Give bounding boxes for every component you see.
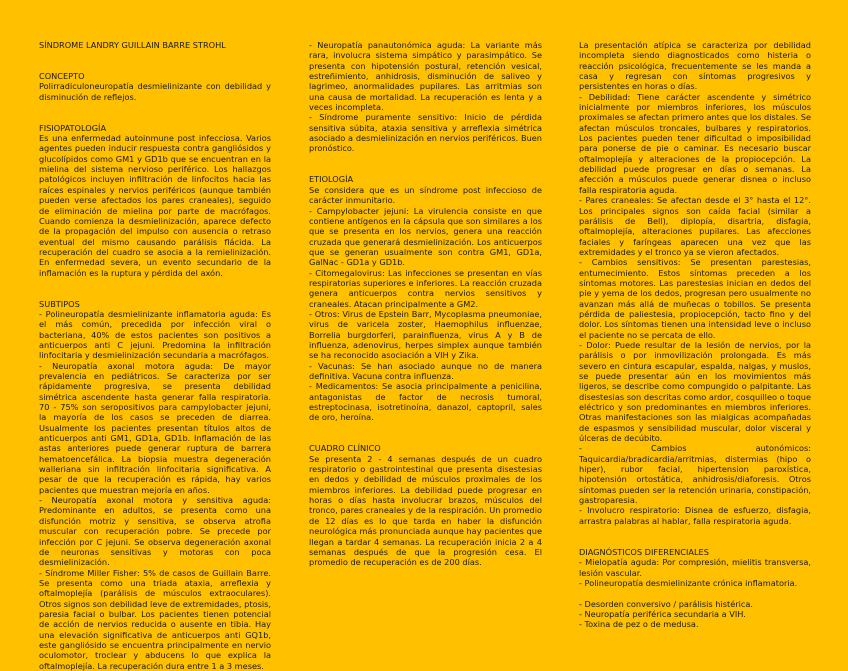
fisiopatologia-text: Es una enfermedad autoinmune post infecciosa. Varios agentes pueden inducir respuesta contra gangliósidos y glucolípidos como GM1 y GD1b que se encuentran en la mielina del sistema nervioso periférico. Los hallazgos patológicos incluyen infiltración de linfocitos hacia las raíces espinales y nervios periféricos (aunque también pueden verse afectados los pares craneales), seguido de eliminación de mielina por parte de macrófagos. Cuando comienza la desmielinización, aparece defecto de la propagación del impulso con ausencia o retraso eventual del mismo causando parálisis flácida. La recuperación del cuadro se asocia a la remielinización. En enfermedad severa, un evento secundario de la inflamación es la ruptura y pérdida del axón. [39,133,271,278]
concepto-text: Polirradiculoneuropatía desmielinizante con debilidad y disminución de reflejos. [39,81,271,102]
subtipo-item: - Neuropatía axonal motora y sensitiva aguda: Predominante en adultos, se presenta como una disfunción motriz y sensitiva, se observa atrofia muscular con recuperación pobre. Se precede por infección por C jejuni. Se observa degeneración axonal de neuronas sensitivas y motoras con poca desmielinización. [39,495,271,568]
etiologia-intro: Se considera que es un síndrome post infeccioso de carácter inmunitario. [309,184,542,206]
fisiopatologia-heading: FISIOPATOLOGÍA [39,122,107,133]
etiologia-heading: ETIOLOGÍA [309,174,354,185]
clinical-item: - Cambios sensitivos: Se presentan parestesias, entumecimiento. Estos síntomas preceden a los síntomas motores. Las parestesias inician en dedos del pie y yema de los dedos, progresan pero usualmente no avanzan más allá de muñecas o tobillos. Se presenta pérdida de paliestesia, propiocepción, tacto fino y del dolor. Los síntomas tienen una intensidad leve o incluso el paciente no se percata de ello. [579,257,811,340]
etiologia-item: - Vacunas: Se han asociado aunque no de manera definitiva. Vacuna contra influenza. [309,360,542,381]
clinical-item: - Cambios autonómicos: Taquicardia/bradicardia/arritmias, distermias (hipo o hiper), rubor facial, hipertension paroxística, hipotensión ortostática, anhidrosis/diaforesis. Otros síntomas pueden ser la retención urinaria, constipación, gastroparesia. [579,443,811,506]
column-1 [39,40,271,671]
diagnostico-item: - Desorden conversivo / parálisis histérica. [579,598,754,609]
column-3 [579,40,811,630]
diagnostico-item: - Neuropatía periférica secundaria a VIH. [579,608,746,619]
subtipo-item: - Polineuropatía desmielinizante inflamatoria aguda: Es el más común, precedida por infección viral o bacteriana, 40% de estos pacientes son positivos a anticuerpos anti C jejuni. Predomina la infiltración linfocitaria y desmielinización secundaria a macrófagos. [39,308,271,361]
diagnostico-item: - Mielopatía aguda: Por compresión, mielitis transversa, lesión vascular. [579,557,811,578]
diagnostico-item: - Toxina de pez o de medusa. [579,619,699,630]
etiologia-item: - Medicamentos: Se asocia principalmente a penicilina, antagonistas de factor de necrosis tumoral, estreptocinasa, isotretinoína, danazol, captopril, sales de oro, heroína. [309,381,542,423]
clinical-item: - Dolor: Puede resultar de la lesión de nervios, por la parálisis o por inmovilización prolongada. Es más severo en cintura escapular, espalda, nalgas, y muslos, se puede presentar aún en los movimientos más ligeros, se describe como compungido o palpitante. Las disestesias son descritas como ardor, cosquilleo o toque eléctrico y son predominantes en miembros inferiores. Otras manifestaciones son las mialgicas acompañadas de espasmos y sensibilidad muscular, dolor visceral y úlceras de decúbito. [579,339,811,444]
subtipos-heading: SUBTIPOS [39,298,80,309]
clinical-item: - Pares craneales: Se afectan desde el 3° hasta el 12°. Los principales signos son caída facial (similar a parálisis de Bell), diplopía, disartria, disfagia, oftalmoplejía, alteraciones pupilares. Las afecciones faciales y faríngeas aparecen una vez que las extremidades y el tronco ya se vieron afectados. [579,195,811,257]
presentacion-atipica: La presentación atípica se caracteriza por debilidad incompleta siendo diagnosticados como histeria o reacción psicológica, frecuentemente se les manda a casa y regresan con síntomas progresivos y persistentes en horas o días. [579,40,811,92]
diagnostico-item: - Polineuropatía desmielinizante crónica inflamatoria. [579,577,798,588]
clinical-item: - Debilidad: Tiene carácter ascendente y simétrico inicialmente por miembros inferiores, los músculos proximales se afectan primero antes que los distales. Se afectan músculos troncales, bulbares y respiratorios. Los pacientes pueden tener dificultad o imposibilidad para ponerse de pie o caminar. Es necesario buscar oftalmoplejía y alteraciones de la propiocepción. La debilidad puede progresar en días o semanas. La afección a músculos puede generar disnea o incluso falla respiratoria aguda. [579,91,811,195]
concepto-heading: CONCEPTO [39,71,85,82]
clinical-item: - Involucro respiratorio: Disnea de esfuerzo, disfagia, arrastra palabras al hablar, falla respiratoria aguda. [579,505,811,526]
etiologia-item: - Campylobacter jejuni: La virulencia consiste en que contiene antígenos en la cápsula que son similares a los que se presenta en los nervios, genera una reacción cruzada que generará desmielinización. Los anticuerpos que se generan usualmente son contra GM1, GD1a, GalNac - GD1a y GD1b. [309,205,542,268]
cuadro-text: Se presenta 2 - 4 semanas después de un cuadro respiratorio o gastrointestinal que presenta disestesias en dedos y debilidad de músculos proximales de los miembros inferiores. La debilidad puede progresar en horas o días hasta involucrar brazos, músculos del tronco, pares craneales y de la respiración. Un promedio de 12 días es lo que tarda en haber la disfunción neurológica más pronunciada aunque hay pacientes que llegan a tardar 4 semanas. La recuperación inicia 2 a 4 semanas después de que la progresión cesa. El promedio de recuperación es de 200 días. [309,453,542,568]
diagnosticos-heading: DIAGNÓSTICOS DIFERENCIALES [579,546,709,557]
cuadro-heading: CUADRO CLÍNICO [309,443,381,454]
subtipo-item: - Neuropatía axonal motora aguda: De mayor prevalencia en pediátricos. Se caracteriza por ser rápidamente progresiva, se presenta debilidad simétrica ascendente hasta generar falla respiratoria. 70 - 75% son seropositivos para campylobacter jejuni, la mayoría de los casos se preceden de diarrea. Usualmente los pacientes presentan títulos altos de anticuerpos anti GM1, GD1a, GD1b. Inflamación de las astas anteriores puede generar ruptura de barrera hematoencefálica. La biopsia muestra degeneración walleriana sin infiltración linfocitaria significativa. A pesar de que la recuperación es rápida, hay varios pacientes que muestran mejoría en años. [39,360,271,495]
subtipo-item: - Síndrome Miller Fisher: 5% de casos de Guillain Barre. Se presenta como una triada ataxia, arreflexia y oftalmoplejía (parálisis de músculos extraoculares). Otros signos son debilidad leve de extremidades, ptosis, paresia facial o bulbar. Los pacientes tienen potencial de acción de nervios reducida o ausente en tibia. Hay una elevación significativa de anticuerpos anti GQ1b, este gangliósido se encuentra principalmente en nervio oculomotor, troclear y abducens lo que explica la oftalmoplejía. La recuperación dura entre 1 a 3 meses. [39,567,271,671]
etiologia-item: - Citomegalovirus: Las infecciones se presentan en vías respiratorias superiores e inferiores. La reacción cruzada genera anticuerpos contra nervios sensitivos y craneales. Atacan principalmente a GM2. [309,267,542,309]
subtipo-item: - Neuropatía panautonómica aguda: La variante más rara, involucra sistema simpático y parasimpático. Se presenta con hipotensión postural, retención vesical, estreñimiento, anhidrosis, disminución de saliveo y lagrimeo, anormalidades pupilares. Las arritmias son una causa de mortalidad. La recuperación es lenta y a veces incompleta. [309,40,542,113]
column-2 [309,40,542,568]
etiologia-item: - Otros: Virus de Epstein Barr, Mycoplasma pneumoniae, virus de varicela zoster, Haemophilus influenzae, Borrelia burgdorferi, parainfluenza, virus A y B de influenza, adenovirus, herpes simplex aunque también se ha reconocido asociación a VIH y Zika. [309,308,542,361]
subtipo-item: - Síndrome puramente sensitivo: Inicio de pérdida sensitiva súbita, ataxia sensitiva y arreflexia simétrica asociado a desmielinización en nervios periféricos. Buen pronóstico. [309,112,542,154]
document-title: SÍNDROME LANDRY GUILLAIN BARRE STROHL [39,40,226,50]
